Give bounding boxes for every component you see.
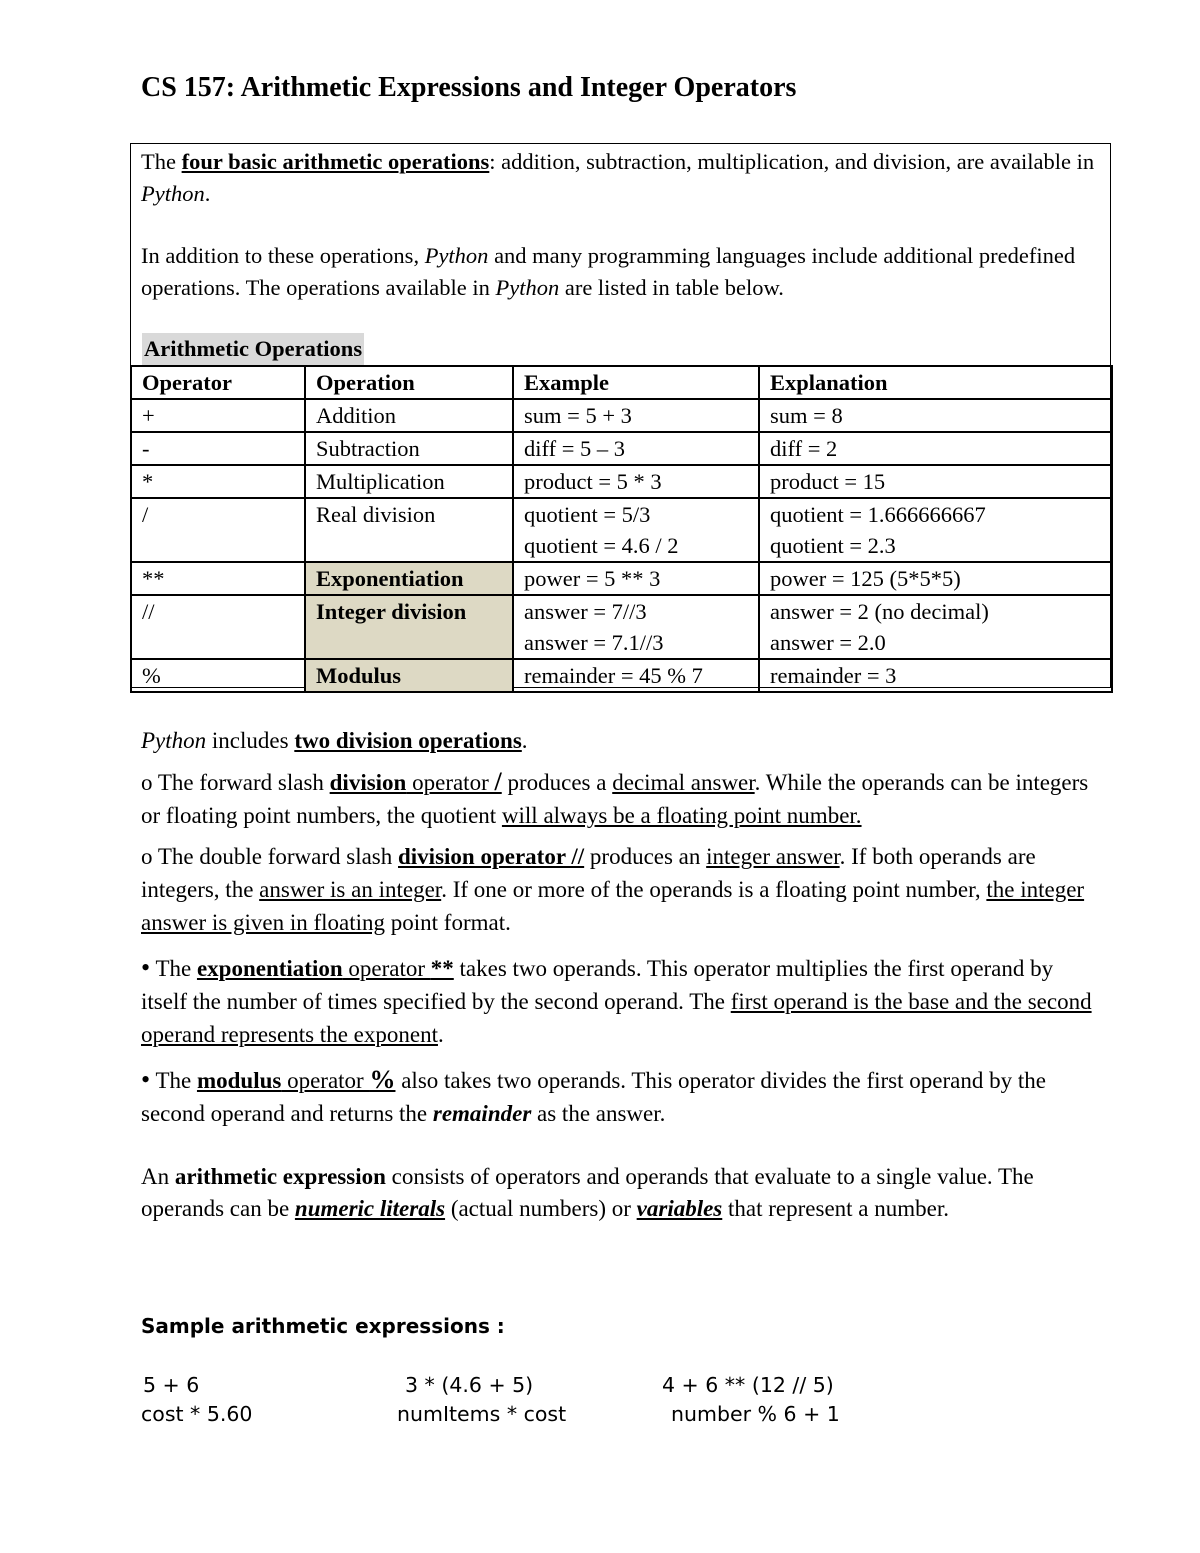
column-header: Operation: [305, 366, 513, 399]
operator-cell: %: [131, 659, 305, 692]
table-row: [131, 465, 1112, 498]
operation-cell: Subtraction: [305, 432, 513, 465]
page-title: CS 157: Arithmetic Expressions and Integer Operators: [141, 72, 797, 103]
explanation-cell: answer = 2 (no decimal) answer = 2.0: [759, 595, 1112, 659]
operation-cell: Addition: [305, 399, 513, 432]
sample-expression: numItems * cost: [397, 1402, 567, 1426]
explanation-body: [141, 724, 1101, 1225]
explanation-cell: quotient = 1.666666667 quotient = 2.3: [759, 498, 1112, 562]
explanation-cell: sum = 8: [759, 399, 1112, 432]
operator-cell: *: [131, 465, 305, 498]
example-cell: sum = 5 + 3: [513, 399, 759, 432]
example-cell: remainder = 45 % 7: [513, 659, 759, 692]
operator-cell: **: [131, 562, 305, 595]
sample-expression: cost * 5.60: [141, 1402, 253, 1426]
example-cell: quotient = 5/3 quotient = 4.6 / 2: [513, 498, 759, 562]
samples-heading: Sample arithmetic expressions :: [141, 1314, 505, 1338]
four-operations-emphasis: four basic arithmetic operations: [181, 149, 490, 174]
operation-cell: Integer division: [305, 595, 513, 659]
expression-paragraph: An arithmetic expression consists of operators and operands that evaluate to a single value. The operands can be numeric literals (actual numbers) or variables that represent a number.: [141, 1164, 1034, 1221]
example-cell: power = 5 ** 3: [513, 562, 759, 595]
explanation-cell: product = 15: [759, 465, 1112, 498]
operator-cell: //: [131, 595, 305, 659]
table-row: [131, 399, 1112, 432]
table-row: [131, 562, 1112, 595]
sample-expression: 4 + 6 ** (12 // 5): [662, 1373, 834, 1397]
intro-paragraph-2: In addition to these operations, Python and many programming languages include additional predefined operations. The operations available in Python are listed in table below.: [141, 243, 1076, 300]
operation-cell: Multiplication: [305, 465, 513, 498]
operations-table: [130, 365, 1113, 693]
operator-cell: /: [131, 498, 305, 562]
operation-cell: Real division: [305, 498, 513, 562]
example-cell: answer = 7//3 answer = 7.1//3: [513, 595, 759, 659]
explanation-cell: remainder = 3: [759, 659, 1112, 692]
table-row: [131, 595, 1112, 659]
table-row: [131, 432, 1112, 465]
explanation-cell: power = 125 (5*5*5): [759, 562, 1112, 595]
sample-expression: 3 * (4.6 + 5): [405, 1373, 534, 1397]
exponentiation-paragraph: • The exponentiation operator ** takes two operands. This operator multiplies the first operand by itself the number of times specified by the second operand. The first operand is the base and the second operand represents the exponent.: [141, 953, 1092, 1047]
sample-expression: number % 6 + 1: [671, 1402, 840, 1426]
explanation-cell: diff = 2: [759, 432, 1112, 465]
table-row: [131, 498, 1112, 562]
table-caption: Arithmetic Operations: [142, 333, 364, 365]
intro-paragraph-1: The four basic arithmetic operations: addition, subtraction, multiplication, and division, are available in Python.: [141, 149, 1095, 206]
operator-cell: -: [131, 432, 305, 465]
sample-expression: 5 + 6: [143, 1373, 200, 1397]
table-row: [131, 659, 1112, 692]
intro-text: [141, 146, 1101, 303]
operation-cell: Modulus: [305, 659, 513, 692]
example-cell: diff = 5 – 3: [513, 432, 759, 465]
table-header-row: [131, 366, 1112, 399]
double-slash-paragraph: o The double forward slash division operator // produces an integer answer. If both operands are integers, the answer is an integer. If one or more of the operands is a floating point number, the integer answer is given in floating point format.: [141, 844, 1085, 935]
column-header: Example: [513, 366, 759, 399]
bullet-icon: •: [141, 1065, 151, 1094]
example-cell: product = 5 * 3: [513, 465, 759, 498]
division-intro: Python includes two division operations.: [141, 728, 528, 753]
forward-slash-paragraph: o The forward slash division operator / produces a decimal answer. While the operands can be integers or floating point numbers, the quotient will always be a floating point number.: [141, 767, 1089, 828]
operation-cell: Exponentiation: [305, 562, 513, 595]
modulus-paragraph: • The modulus operator % also takes two operands. This operator divides the first operand by the second operand and returns the remainder as the answer.: [141, 1065, 1046, 1126]
column-header: Explanation: [759, 366, 1112, 399]
operator-cell: +: [131, 399, 305, 432]
operations-box: [130, 143, 1111, 688]
column-header: Operator: [131, 366, 305, 399]
bullet-icon: •: [141, 953, 151, 982]
